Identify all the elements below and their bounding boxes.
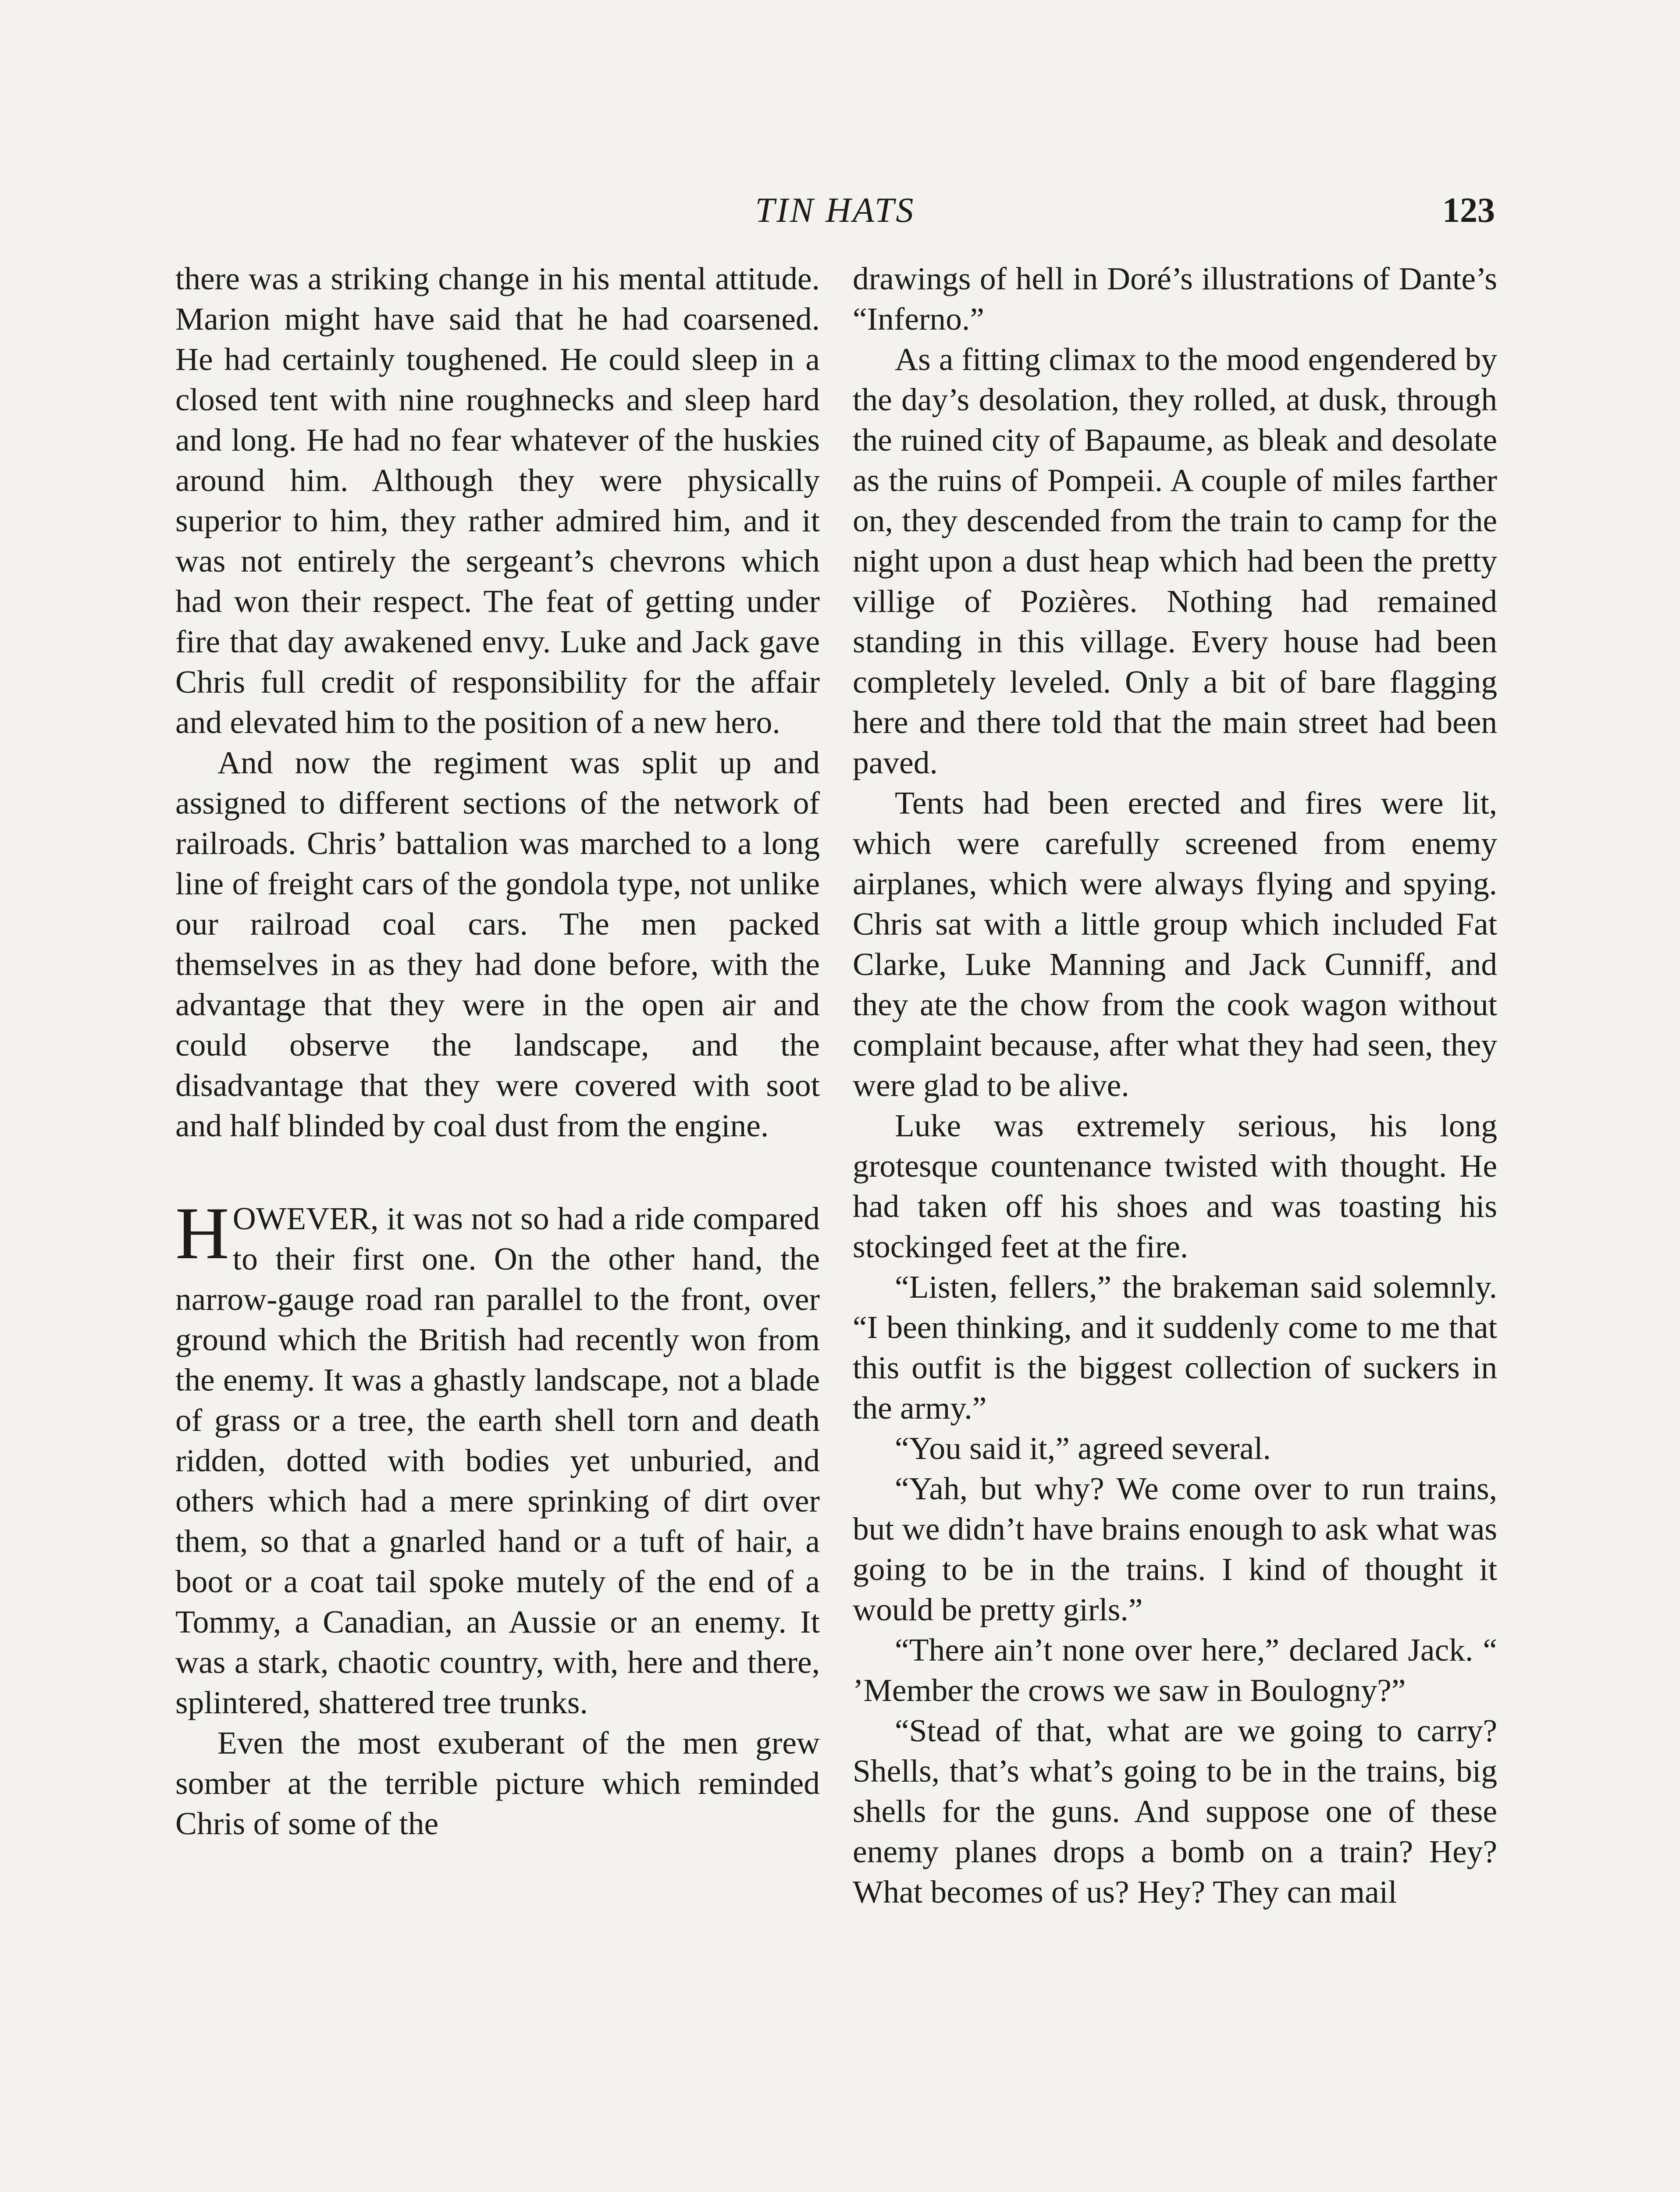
page-number: 123 [1442, 191, 1495, 230]
paragraph: there was a striking change in his mental attitude. Marion might have said that he had coarsened. He had certainly toughened. He could sleep in a closed tent with nine roughnecks and sleep hard and long. He had no fear whatever of the huskies around him. Although they were physically superior to him, they rather admired him, and it was not entirely the sergeant’s chevrons which had won their respect. The feat of getting under fire that day awakened envy. Luke and Jack gave Chris full credit of responsibility for the affair and elevated him to the position of a new hero. [175, 261, 820, 740]
paragraph: “There ain’t none over here,” declared Jack. “ ’Member the crows we saw in Boulogny?” [853, 1632, 1497, 1708]
paragraph: “Listen, fellers,” the brakeman said solemnly. “I been thinking, and it suddenly come to me that this outfit is the biggest collection of suckers in the army.” [853, 1269, 1497, 1426]
section-start-paragraph [175, 1192, 820, 1723]
left-column [175, 259, 820, 1844]
paragraph: Tents had been erected and fires were lit, which were carefully screened from enemy airplanes, which were always flying and spying. Chris sat with a little group which included Fat Clarke, Luke Manning and Jack Cunniff, and they ate the chow from the cook wagon without complaint because, after what they had seen, they were glad to be alive. [853, 785, 1497, 1103]
paragraph-text: OWEVER, it was not so had a ride compared to their first one. On the other hand, the narrow-gauge road ran parallel to the front, over ground which the British had recently won from the enemy. It was a ghastly landscape, not a blade of grass or a tree, the earth shell torn and death ridden, dotted with bodies yet unburied, and others which had a mere sprinking of dirt over them, so that a gnarled hand or a tuft of hair, a boot or a coat tail spoke mutely of the end of a Tommy, a Canadian, an Aussie or an enemy. It was a stark, chaotic country, with, here and there, splintered, shattered tree trunks. [175, 1201, 820, 1720]
right-column [853, 259, 1497, 1912]
paragraph: “Yah, but why? We come over to run trains, but we didn’t have brains enough to ask what was going to be in the trains. I kind of thought it would be pretty girls.” [853, 1471, 1497, 1627]
drop-cap: H [175, 1192, 229, 1274]
paragraph: As a fitting climax to the mood engendered by the day’s desolation, they rolled, at dusk, through the ruined city of Bapaume, as bleak and desolate as the ruins of Pompeii. A couple of miles farther on, they descended from the train to camp for the night upon a dust heap which had been the pretty villige of Pozières. Nothing had remained standing in this village. Every house had been completely leveled. Only a bit of bare flagging here and there told that the main street had been paved. [853, 342, 1497, 780]
paragraph: Luke was extremely serious, his long grotesque countenance twisted with thought. He had taken off his shoes and was toasting his stockinged feet at the fire. [853, 1108, 1497, 1264]
paragraph: And now the regiment was split up and assigned to different sections of the network of railroads. Chris’ battalion was marched to a long line of freight cars of the gondola type, not unlike our railroad coal cars. The men packed themselves in as they had done before, with the advantage that they were in the open air and could observe the landscape, and the disadvantage that they were covered with soot and half blinded by coal dust from the engine. [175, 745, 820, 1143]
paragraph: Even the most exuberant of the men grew somber at the terrible picture which reminded Chris of some of the [175, 1725, 820, 1841]
paragraph: “You said it,” agreed several. [895, 1430, 1271, 1466]
paragraph: drawings of hell in Doré’s illustrations of Dante’s “Inferno.” [853, 261, 1497, 337]
paragraph: “Stead of that, what are we going to carry? Shells, that’s what’s going to be in the trains, big shells for the guns. And suppose one of these enemy planes drops a bomb on a train? Hey? What becomes of us? Hey? They can mail [853, 1713, 1497, 1910]
running-title: TIN HATS [755, 191, 915, 230]
page-header [175, 184, 1495, 237]
